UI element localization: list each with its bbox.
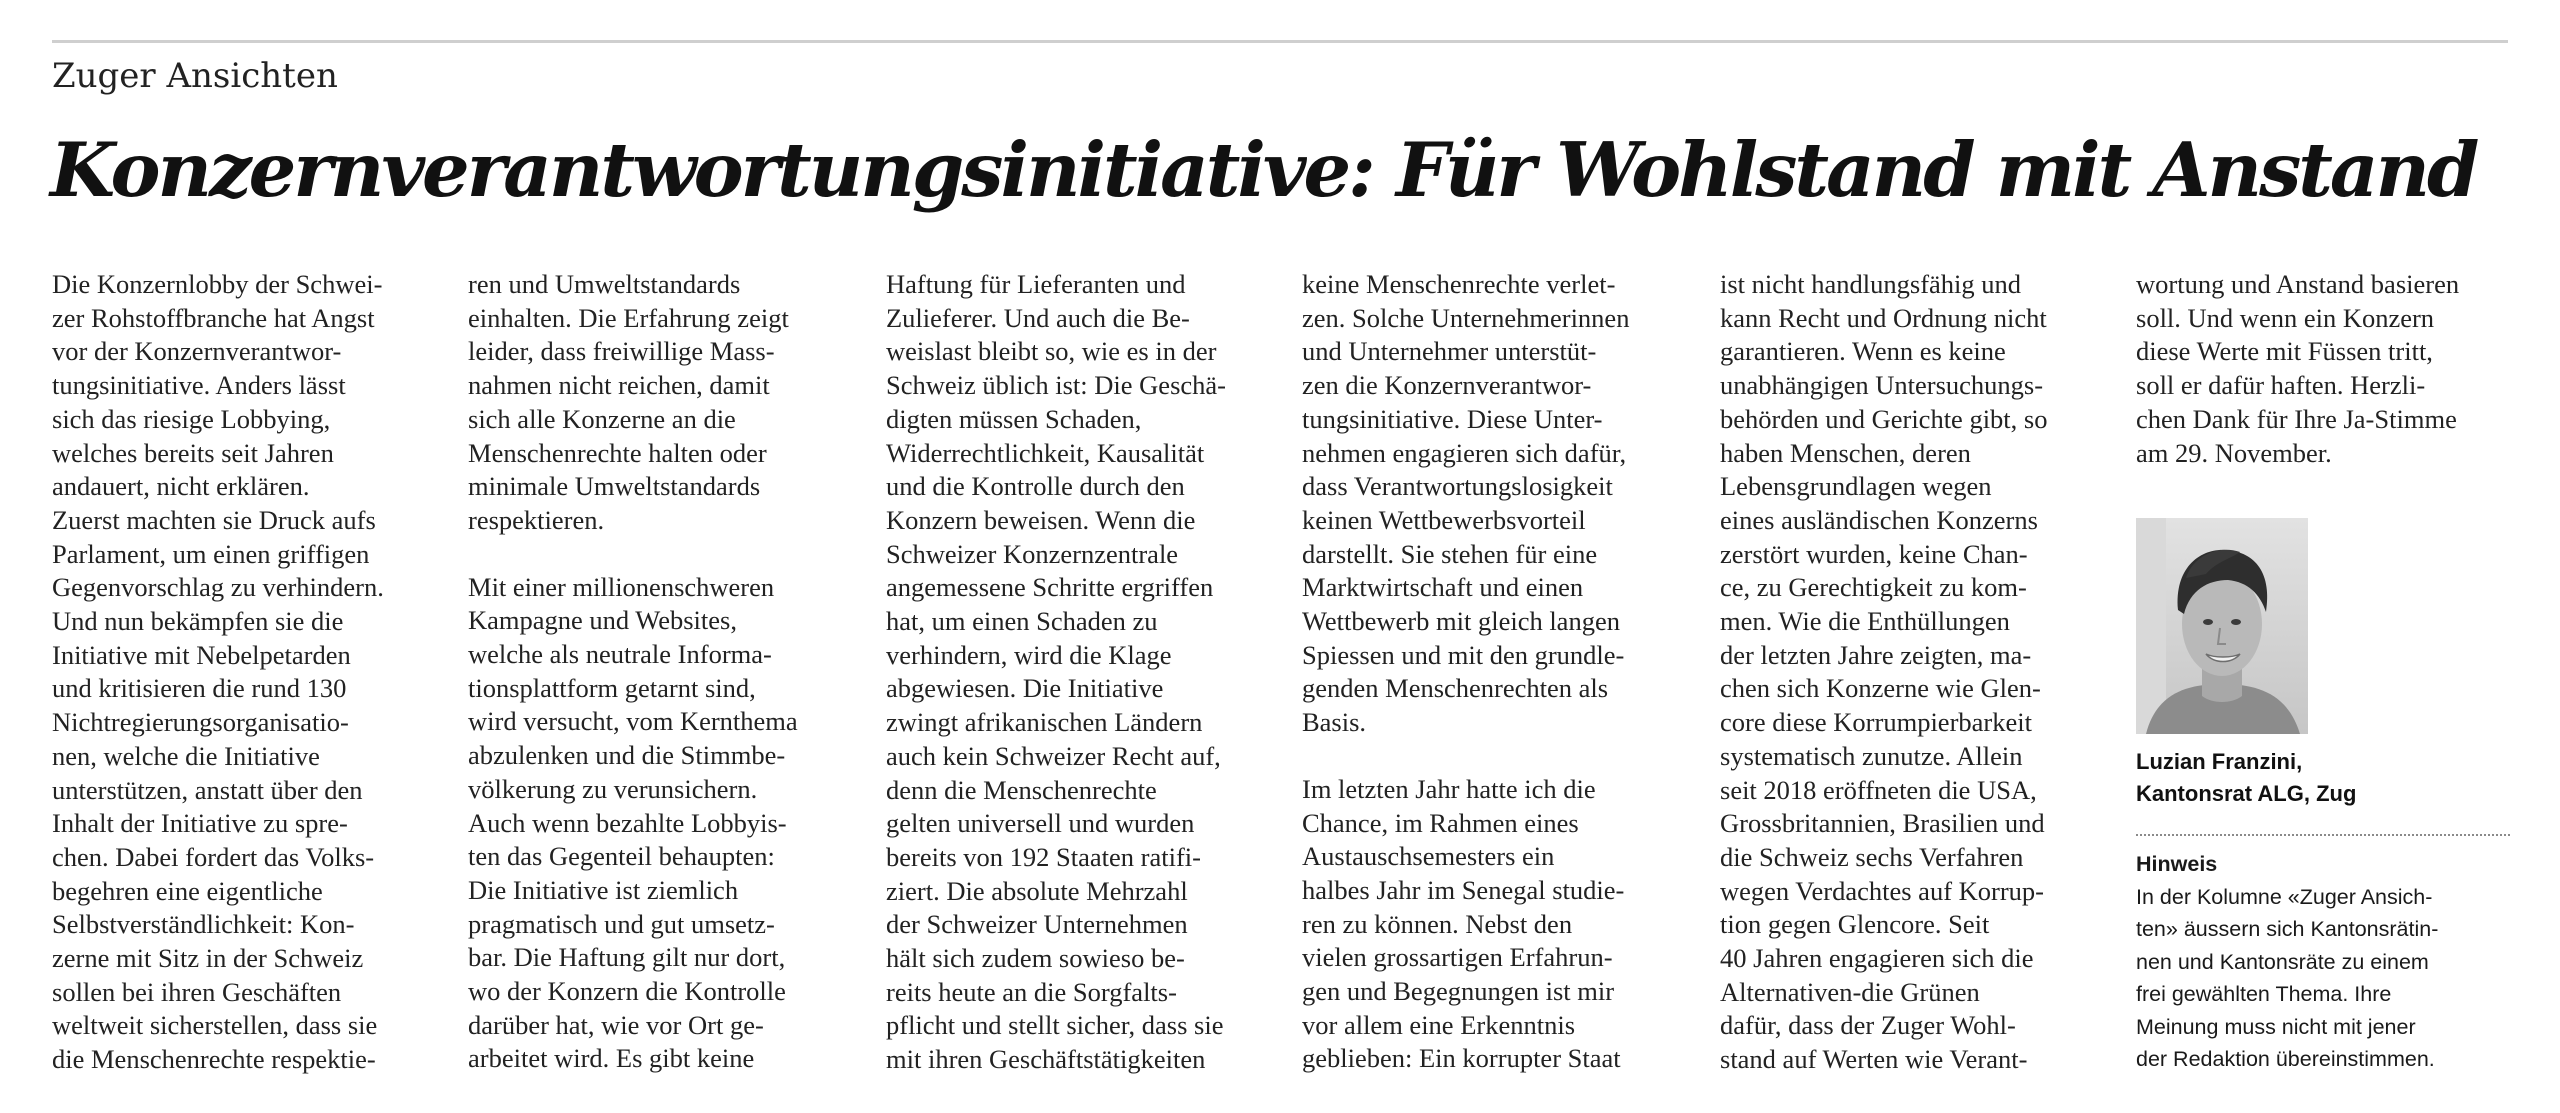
text-line: tungsinitiative. Diese Unter- (1302, 403, 1603, 434)
text-line: vielen grossartigen Erfahrun- (1302, 942, 1613, 973)
text-line: zen die Konzernverantwor- (1302, 370, 1592, 401)
article-paragraph (468, 571, 844, 1077)
text-line: hat, um einen Schaden zu (886, 606, 1158, 637)
text-line: arbeitet wird. Es gibt keine (468, 1043, 755, 1074)
text-line: weltweit sicherstellen, dass sie (52, 1010, 378, 1041)
text-line: behörden und Gerichte gibt, so (1720, 403, 2048, 434)
text-line: ten das Gegenteil behaupten: (468, 841, 775, 872)
text-line: abzulenken und die Stimmbe- (468, 740, 786, 771)
text-line: weislast bleibt so, wie es in der (886, 336, 1217, 367)
text-line: Zulieferer. Und auch die Be- (886, 302, 1190, 333)
text-line: Initiative mit Nebelpetarden (52, 639, 351, 670)
text-line: zer Rohstoffbranche hat Angst (52, 302, 375, 333)
text-line: Konzern beweisen. Wenn die (886, 504, 1196, 535)
text-line: Nichtregierungsorganisatio- (52, 707, 349, 738)
author-portrait-image (2136, 518, 2308, 734)
text-line: welches bereits seit Jahren (52, 437, 334, 468)
text-line: respektieren. (468, 504, 605, 535)
text-line: die Schweiz sechs Verfahren (1720, 841, 2024, 872)
text-line: garantieren. Wenn es keine (1720, 336, 2006, 367)
text-line: gelten universell und wurden (886, 808, 1195, 839)
text-line: nahmen nicht reichen, damit (468, 370, 770, 401)
text-line: bereits von 192 Staaten ratifi- (886, 841, 1201, 872)
text-line: digten müssen Schaden, (886, 403, 1142, 434)
text-line: kann Recht und Ordnung nicht (1720, 302, 2047, 333)
text-line: Auch wenn bezahlte Lobbyis- (468, 807, 787, 838)
text-line: Alternativen-die Grünen (1720, 976, 1980, 1007)
text-line: denn die Menschenrechte (886, 774, 1157, 805)
note-line: frei gewählten Thema. Ihre (2136, 982, 2392, 1006)
text-line: seit 2018 eröffneten die USA, (1720, 774, 2037, 805)
text-line: wird versucht, vom Kernthema (468, 706, 798, 737)
text-line: Marktwirtschaft und einen (1302, 572, 1584, 603)
text-line: Austauschsemesters ein (1302, 841, 1555, 872)
text-line: am 29. November. (2136, 437, 2332, 468)
text-line: Gegenvorschlag zu verhindern. (52, 572, 384, 603)
text-line: Schweizer Konzernzentrale (886, 538, 1179, 569)
article-column-4 (1302, 268, 1678, 1076)
text-line: Menschenrechte halten oder (468, 437, 767, 468)
text-line: Basis. (1302, 707, 1367, 738)
article-headline: Konzernverantwortungsinitiative: Für Wohlstand mit Anstand (50, 126, 2477, 214)
text-line: welche als neutrale Informa- (468, 639, 772, 670)
text-line: wo der Konzern die Kontrolle (468, 976, 786, 1007)
author-role: Kantonsrat ALG, Zug (2136, 781, 2357, 806)
article-paragraph (468, 268, 844, 538)
text-line: darüber hat, wie vor Ort ge- (468, 1009, 764, 1040)
text-line: core diese Korrumpierbarkeit (1720, 707, 2032, 738)
article-paragraph (1302, 773, 1678, 1076)
text-line: der letzten Jahre zeigten, ma- (1720, 639, 2032, 670)
text-line: Schweiz üblich ist: Die Geschä- (886, 370, 1226, 401)
text-line: wortung und Anstand basieren (2136, 269, 2460, 299)
article-paragraph (1302, 268, 1678, 740)
note-line: nen und Kantonsräte zu einem (2136, 949, 2429, 974)
text-line: Chance, im Rahmen eines (1302, 807, 1579, 838)
text-line: nehmen engagieren sich dafür, (1302, 437, 1627, 468)
text-line: und Unternehmer unterstüt- (1302, 336, 1597, 367)
text-line: sich das riesige Lobbying, (52, 403, 331, 434)
author-name: Luzian Franzini, (2136, 749, 2303, 774)
article-column-6 (2136, 268, 2512, 470)
text-line: völkerung zu verunsichern. (468, 773, 758, 804)
text-line: tionsplattform getarnt sind, (468, 672, 756, 703)
text-line: dass Verantwortungslosigkeit (1302, 471, 1613, 502)
text-line: unterstützen, anstatt über den (52, 774, 363, 805)
section-rubric: Zuger Ansichten (52, 56, 338, 96)
text-line: der Schweizer Unternehmen (886, 909, 1188, 940)
text-line: sollen bei ihren Geschäften (52, 976, 342, 1007)
text-line: Zuerst machten sie Druck aufs (52, 504, 376, 535)
text-line: Und nun bekämpfen sie die (52, 606, 344, 637)
article-column-3 (886, 268, 1262, 1077)
text-line: einhalten. Die Erfahrung zeigt (468, 302, 789, 333)
text-line: gen und Begegnungen ist mir (1302, 976, 1615, 1007)
editorial-note (2136, 848, 2512, 1076)
text-line: 40 Jahren engagieren sich die (1720, 943, 2034, 974)
text-line: und kritisieren die rund 130 (52, 673, 347, 704)
text-line: Widerrechtlichkeit, Kausalität (886, 437, 1205, 468)
text-line: leider, dass freiwillige Mass- (468, 336, 775, 367)
article-paragraph (1720, 268, 2096, 1077)
article-paragraph (52, 268, 428, 1077)
note-line: ten» äussern sich Kantonsrätin- (2136, 917, 2439, 941)
note-line: In der Kolumne «Zuger Ansich- (2136, 884, 2433, 909)
text-line: sich alle Konzerne an die (468, 403, 736, 434)
text-line: minimale Umweltstandards (468, 471, 761, 502)
text-line: begehren eine eigentliche (52, 875, 323, 906)
text-line: ren zu können. Nebst den (1302, 908, 1573, 939)
text-line: andauert, nicht erklären. (52, 471, 310, 502)
text-line: zen. Solche Unternehmerinnen (1302, 302, 1630, 333)
text-line: stand auf Werten wie Verant- (1720, 1044, 2028, 1075)
note-line: der Redaktion übereinstimmen. (2136, 1047, 2435, 1071)
text-line: tion gegen Glencore. Seit (1720, 909, 1990, 940)
text-line: Lebensgrundlagen wegen (1720, 471, 1992, 502)
text-line: pragmatisch und gut umsetz- (468, 908, 775, 939)
text-line: reits heute an die Sorgfalts- (886, 976, 1177, 1007)
note-divider (2136, 834, 2510, 836)
note-title: Hinweis (2136, 852, 2218, 876)
text-line: abgewiesen. Die Initiative (886, 673, 1164, 704)
text-line: chen. Dabei fordert das Volks- (52, 841, 375, 872)
text-line: bar. Die Haftung gilt nur dort, (468, 942, 786, 973)
text-line: tungsinitiative. Anders lässt (52, 370, 346, 401)
text-line: angemessene Schritte ergriffen (886, 572, 1214, 603)
text-line: systematisch zunutze. Allein (1720, 740, 2023, 771)
text-line: ce, zu Gerechtigkeit zu kom- (1720, 572, 2027, 603)
text-line: keinen Wettbewerbsvorteil (1302, 504, 1586, 535)
text-line: soll er dafür haften. Herzli- (2136, 370, 2426, 401)
text-line: genden Menschenrechten als (1302, 673, 1609, 704)
text-line: darstellt. Sie stehen für eine (1302, 538, 1598, 569)
note-line: Meinung muss nicht mit jener (2136, 1014, 2416, 1039)
text-line: wegen Verdachtes auf Korrup- (1720, 875, 2045, 906)
text-line: Selbstverständlichkeit: Kon- (52, 909, 355, 940)
text-line: Die Konzernlobby der Schwei- (52, 269, 383, 299)
text-line: men. Wie die Enthüllungen (1720, 606, 2010, 637)
text-line: Mit einer millionenschweren (468, 571, 775, 602)
text-line: hält sich zudem sowieso be- (886, 943, 1185, 974)
text-line: Kampagne und Websites, (468, 605, 737, 636)
text-line: keine Menschenrechte verlet- (1302, 269, 1616, 299)
text-line: ren und Umweltstandards (468, 269, 741, 299)
article-column-5 (1720, 268, 2096, 1077)
text-line: auch kein Schweizer Recht auf, (886, 740, 1221, 771)
text-line: zwingt afrikanischen Ländern (886, 707, 1203, 738)
text-line: pflicht und stellt sicher, dass sie (886, 1010, 1224, 1041)
text-line: Im letzten Jahr hatte ich die (1302, 773, 1596, 804)
text-line: und die Kontrolle durch den (886, 471, 1185, 502)
text-line: Parlament, um einen griffigen (52, 538, 370, 569)
article-paragraph (2136, 268, 2512, 470)
text-line: dafür, dass der Zuger Wohl- (1720, 1010, 2016, 1041)
author-portrait (2136, 518, 2308, 734)
text-line: Haftung für Lieferanten und (886, 269, 1186, 299)
text-line: verhindern, wird die Klage (886, 639, 1172, 670)
text-line: diese Werte mit Füssen tritt, (2136, 336, 2433, 367)
author-byline (2136, 746, 2512, 810)
text-line: Inhalt der Initiative zu spre- (52, 808, 348, 839)
article-paragraph (886, 268, 1262, 1077)
text-line: eines ausländischen Konzerns (1720, 504, 2038, 535)
text-line: vor allem eine Erkenntnis (1302, 1009, 1576, 1040)
text-line: ziert. Die absolute Mehrzahl (886, 875, 1188, 906)
top-rule (52, 40, 2508, 43)
text-line: geblieben: Ein korrupter Staat (1302, 1043, 1621, 1074)
text-line: soll. Und wenn ein Konzern (2136, 302, 2435, 333)
text-line: haben Menschen, deren (1720, 437, 1971, 468)
text-line: Wettbewerb mit gleich langen (1302, 606, 1620, 637)
text-line: chen Dank für Ihre Ja-Stimme (2136, 403, 2457, 434)
text-line: Die Initiative ist ziemlich (468, 874, 739, 905)
text-line: vor der Konzernverantwor- (52, 336, 342, 367)
text-line: die Menschenrechte respektie- (52, 1044, 376, 1075)
text-line: zerne mit Sitz in der Schweiz (52, 943, 364, 974)
article-column-1 (52, 268, 428, 1077)
text-line: mit ihren Geschäftstätigkeiten (886, 1044, 1206, 1075)
text-line: halbes Jahr im Senegal studie- (1302, 874, 1625, 905)
text-line: zerstört wurden, keine Chan- (1720, 538, 2028, 569)
text-line: chen sich Konzerne wie Glen- (1720, 673, 2041, 704)
article-column-2 (468, 268, 844, 1076)
text-line: ist nicht handlungsfähig und (1720, 269, 2022, 299)
text-line: nen, welche die Initiative (52, 740, 320, 771)
text-line: Spiessen und mit den grundle- (1302, 639, 1625, 670)
text-line: Grossbritannien, Brasilien und (1720, 808, 2045, 839)
text-line: unabhängigen Untersuchungs- (1720, 370, 2044, 401)
